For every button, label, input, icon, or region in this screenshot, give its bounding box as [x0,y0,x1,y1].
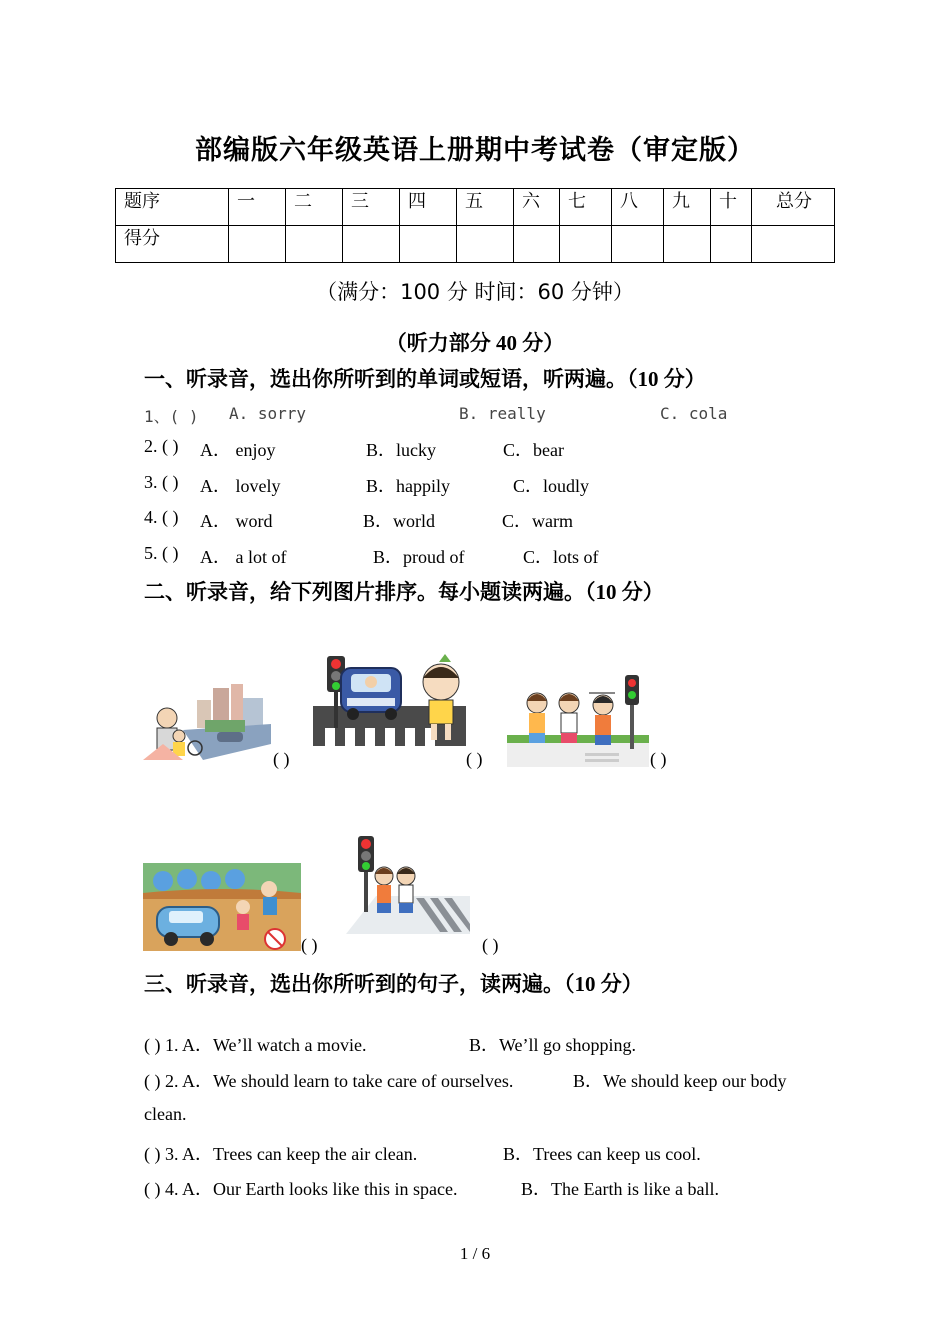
page-number: 1 / 6 [459,1244,491,1263]
s1-option-b[interactable]: B．We’ll go shopping. [469,1035,637,1055]
q3-option-b[interactable]: B．happily [366,476,450,496]
answer-blank[interactable]: ( ) [466,749,483,769]
score-input-cell[interactable] [286,226,343,263]
score-input-cell[interactable] [229,226,286,263]
section2-heading: 二、听录音，给下列图片排序。每小题读两遍。（10 分） [144,580,664,604]
q2-option-c[interactable]: C．bear [503,440,564,460]
table-cell: 题序 [116,189,229,226]
table-cell: 七 [560,189,612,226]
s4-option-b[interactable]: B．The Earth is like a ball. [521,1179,719,1199]
section1-heading: 一、听录音，选出你所听到的单词或短语，听两遍。（10 分） [144,367,706,391]
q1-option-a[interactable]: A. sorry [229,404,307,423]
q4-option-a[interactable]: A． word [200,511,273,531]
table-cell: 六 [514,189,560,226]
table-cell: 八 [612,189,664,226]
table-cell: 得分 [116,226,229,263]
table-cell: 三 [343,189,400,226]
score-input-cell[interactable] [343,226,400,263]
s3-option-a[interactable]: ( ) 3. A．Trees can keep the air clean. [144,1144,418,1164]
exam-note: （满分：100 分 时间：60 分钟） [316,280,634,304]
q4-option-b[interactable]: B．world [363,511,435,531]
score-table [115,188,835,263]
q2-option-a[interactable]: A． enjoy [200,440,276,460]
s1-option-a[interactable]: ( ) 1. A．We’ll watch a movie. [144,1035,367,1055]
table-cell: 五 [457,189,514,226]
table-cell: 总分 [752,189,835,226]
children-waiting-picture [507,673,649,767]
s2-option-a[interactable]: ( ) 2. A．We should learn to take care of ourselves. [144,1071,514,1091]
score-input-cell[interactable] [514,226,560,263]
q3-option-c[interactable]: C．loudly [513,476,590,496]
q4-option-c[interactable]: C．warm [502,511,573,531]
car-crosswalk-picture [313,654,466,746]
table-cell: 九 [664,189,711,226]
table-cell: 十 [711,189,752,226]
score-input-cell[interactable] [664,226,711,263]
q5-option-c[interactable]: C．lots of [523,547,599,567]
q4-number: 4. ( ) [144,507,179,527]
answer-blank[interactable]: ( ) [301,935,318,955]
s2-option-b[interactable]: B．We should keep our body [573,1071,787,1091]
score-input-cell[interactable] [612,226,664,263]
score-input-cell[interactable] [560,226,612,263]
s4-option-a[interactable]: ( ) 4. A．Our Earth looks like this in space. [144,1179,458,1199]
q5-number: 5. ( ) [144,543,179,563]
s2-continuation: clean. [144,1104,187,1124]
table-cell: 一 [229,189,286,226]
table-cell: 二 [286,189,343,226]
q1-option-b[interactable]: B. really [459,404,546,423]
children-traffic-light-picture [346,834,470,934]
score-input-cell[interactable] [752,226,835,263]
s3-option-b[interactable]: B．Trees can keep us cool. [503,1144,701,1164]
score-input-cell[interactable] [711,226,752,263]
score-input-cell[interactable] [457,226,514,263]
section3-heading: 三、听录音，选出你所听到的句子，读两遍。（10 分） [144,972,643,996]
score-input-cell[interactable] [400,226,457,263]
q3-option-a[interactable]: A． lovely [200,476,281,496]
q1-option-c[interactable]: C. cola [660,404,728,423]
q2-option-b[interactable]: B．lucky [366,440,436,460]
page-title: 部编版六年级英语上册期中考试卷（审定版） [195,135,755,166]
q1-number: 1、( ) [144,407,199,426]
q3-number: 3. ( ) [144,472,179,492]
score-table-score-row [116,226,835,263]
city-street-picture [143,680,271,760]
answer-blank[interactable]: ( ) [273,749,290,769]
car-children-playing-picture [143,863,301,951]
q5-option-b[interactable]: B．proud of [373,547,465,567]
score-table-header-row [116,189,835,226]
q2-number: 2. ( ) [144,436,179,456]
q5-option-a[interactable]: A． a lot of [200,547,287,567]
table-cell: 四 [400,189,457,226]
answer-blank[interactable]: ( ) [650,749,667,769]
listening-header: （听力部分 40 分） [385,331,565,355]
answer-blank[interactable]: ( ) [482,935,499,955]
